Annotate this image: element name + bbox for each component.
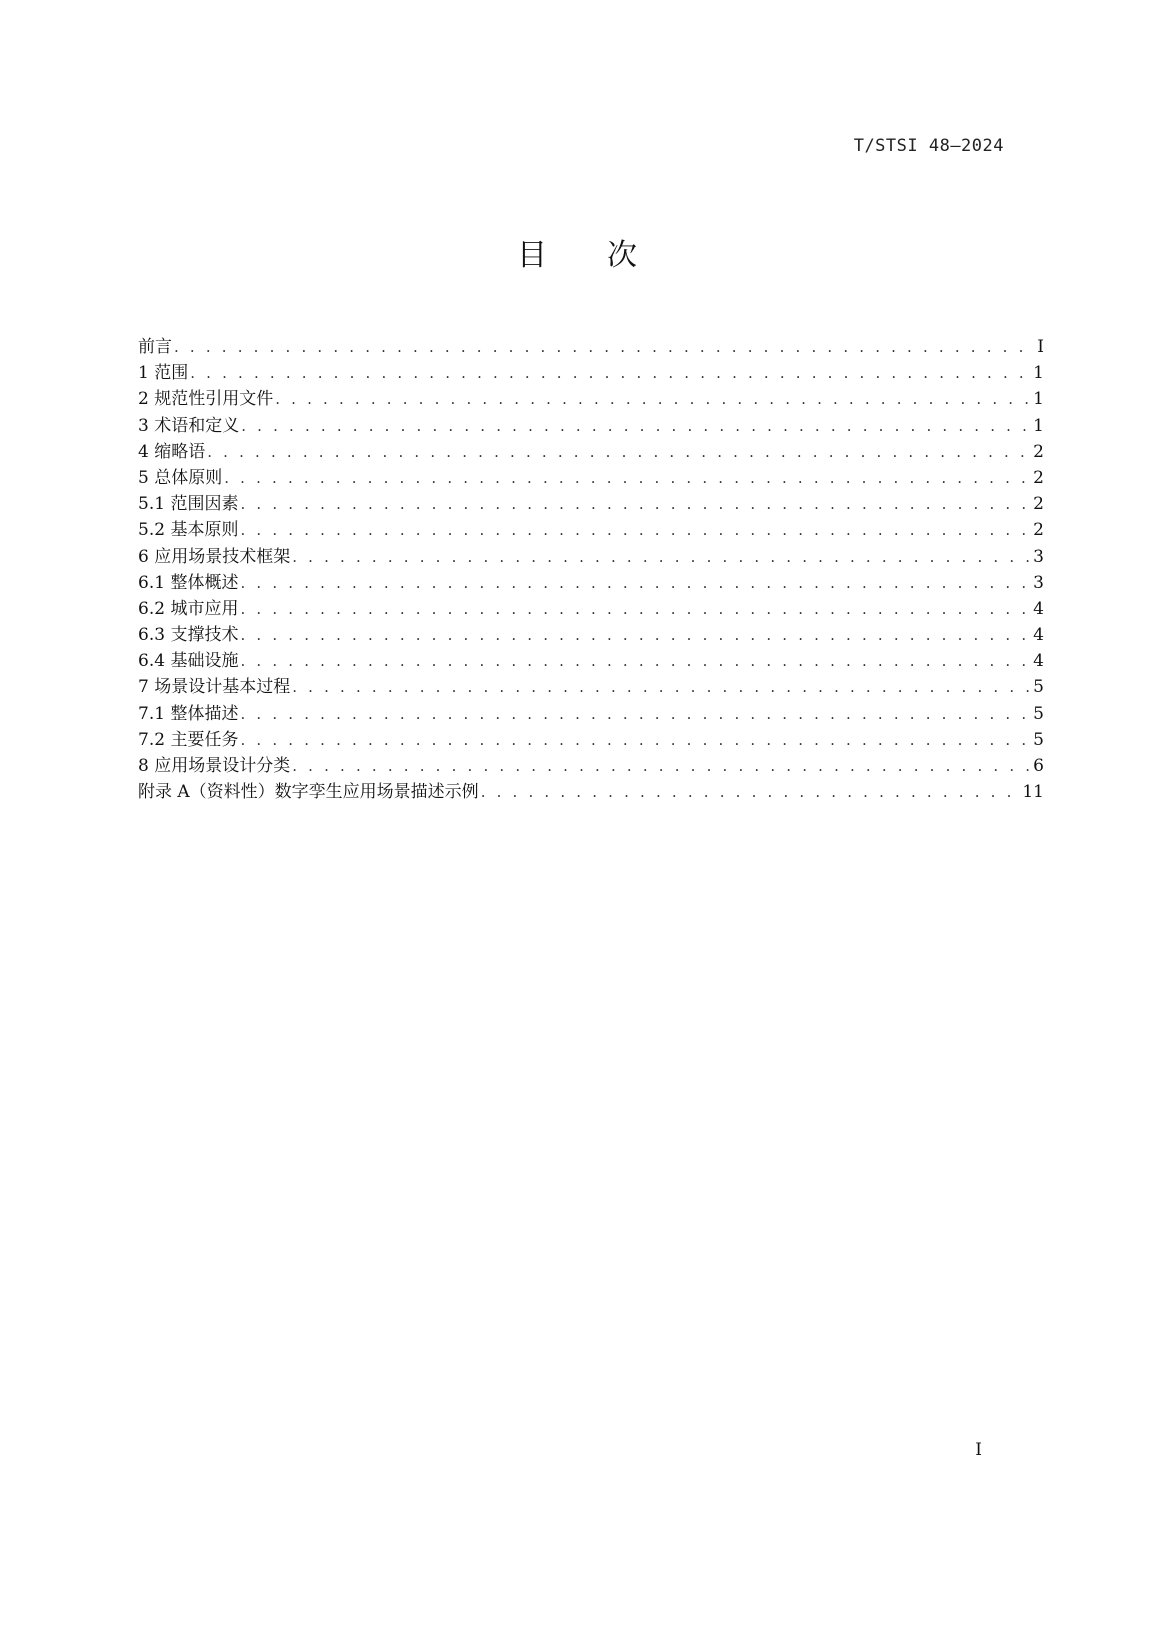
toc-entry-label: 6.3 支撑技术	[138, 625, 239, 646]
toc-entry-6-2[interactable]	[138, 596, 1044, 622]
toc-entry-8[interactable]	[138, 753, 1044, 779]
toc-dot-leader	[240, 517, 1030, 543]
toc-entry-page: 2	[1033, 467, 1044, 488]
toc-entry-page: 1	[1033, 389, 1044, 410]
toc-entry-label: 7.1 整体描述	[138, 703, 239, 724]
toc-dot-leader	[481, 779, 1020, 805]
toc-entry-7[interactable]	[138, 674, 1044, 700]
page-title	[0, 230, 1154, 274]
toc-entry-5-1[interactable]	[138, 491, 1044, 517]
toc-entry-3[interactable]	[138, 413, 1044, 439]
toc-entry-label: 6.2 城市应用	[138, 598, 239, 619]
toc-entry-6-1[interactable]	[138, 570, 1044, 596]
toc-entry-6-4[interactable]	[138, 648, 1044, 674]
title-char-2: 次	[607, 238, 637, 273]
toc-dot-leader	[292, 674, 1030, 700]
toc-entry-label: 8 应用场景设计分类	[138, 756, 291, 776]
toc-entry-page: 1	[1033, 363, 1044, 384]
toc-dot-leader	[207, 439, 1030, 465]
toc-entry-4[interactable]	[138, 439, 1044, 465]
toc-entry-label: 1 范围	[138, 363, 189, 384]
toc-entry-6[interactable]	[138, 544, 1044, 570]
toc-entry-page: 1	[1033, 415, 1044, 436]
toc-entry-label: 7.2 主要任务	[138, 729, 239, 750]
toc-dot-leader	[174, 334, 1031, 360]
toc-entry-page: 5	[1033, 729, 1044, 750]
toc-entry-page: 3	[1033, 572, 1044, 593]
toc-entry-foreword[interactable]	[138, 334, 1044, 360]
toc-entry-page: 2	[1033, 494, 1044, 515]
toc-dot-leader	[292, 753, 1030, 779]
toc-entry-7-1[interactable]	[138, 701, 1044, 727]
toc-entry-page: 11	[1022, 782, 1044, 803]
toc-dot-leader	[240, 491, 1030, 517]
toc-entry-label: 5 总体原则	[138, 467, 223, 488]
toc-dot-leader	[240, 648, 1030, 674]
toc-entry-page: 3	[1033, 546, 1044, 567]
toc-entry-7-2[interactable]	[138, 727, 1044, 753]
toc-dot-leader	[292, 544, 1030, 570]
toc-entry-page: 4	[1033, 598, 1044, 619]
toc-entry-label: 5.2 基本原则	[138, 520, 239, 541]
toc-entry-label: 前言	[138, 337, 172, 357]
toc-dot-leader	[240, 701, 1030, 727]
toc-dot-leader	[224, 465, 1030, 491]
toc-entry-label: 4 缩略语	[138, 441, 206, 462]
footer-page-number: I	[975, 1440, 982, 1460]
toc-entry-page: 2	[1033, 441, 1044, 462]
toc-dot-leader	[240, 622, 1030, 648]
toc-entry-page: I	[1037, 337, 1044, 357]
toc-entry-5-2[interactable]	[138, 517, 1044, 543]
document-code: T/STSI 48—2024	[853, 136, 1004, 156]
toc-entry-label: 附录 A（资料性）数字孪生应用场景描述示例	[138, 782, 479, 803]
toc-entry-page: 5	[1033, 703, 1044, 724]
toc-entry-label: 6.1 整体概述	[138, 572, 239, 593]
toc-dot-leader	[190, 360, 1030, 386]
toc-entry-label: 3 术语和定义	[138, 415, 240, 436]
toc-entry-page: 4	[1033, 651, 1044, 672]
toc-dot-leader	[240, 570, 1030, 596]
toc-entry-page: 5	[1033, 677, 1044, 698]
toc-entry-1[interactable]	[138, 360, 1044, 386]
toc-dot-leader	[275, 386, 1030, 412]
toc-entry-page: 4	[1033, 625, 1044, 646]
toc-entry-appendix-a[interactable]	[138, 779, 1044, 805]
toc-entry-label: 7 场景设计基本过程	[138, 677, 291, 698]
toc-dot-leader	[240, 727, 1030, 753]
toc-entry-page: 2	[1033, 520, 1044, 541]
toc-entry-2[interactable]	[138, 386, 1044, 412]
toc-entry-label: 6 应用场景技术框架	[138, 546, 291, 567]
table-of-contents	[138, 334, 1044, 805]
toc-dot-leader	[240, 596, 1030, 622]
toc-entry-label: 6.4 基础设施	[138, 651, 239, 672]
toc-entry-label: 2 规范性引用文件	[138, 389, 274, 410]
toc-entry-page: 6	[1033, 756, 1044, 776]
title-char-1: 目	[517, 238, 547, 273]
toc-entry-label: 5.1 范围因素	[138, 494, 239, 515]
toc-entry-6-3[interactable]	[138, 622, 1044, 648]
toc-dot-leader	[241, 413, 1030, 439]
toc-entry-5[interactable]	[138, 465, 1044, 491]
